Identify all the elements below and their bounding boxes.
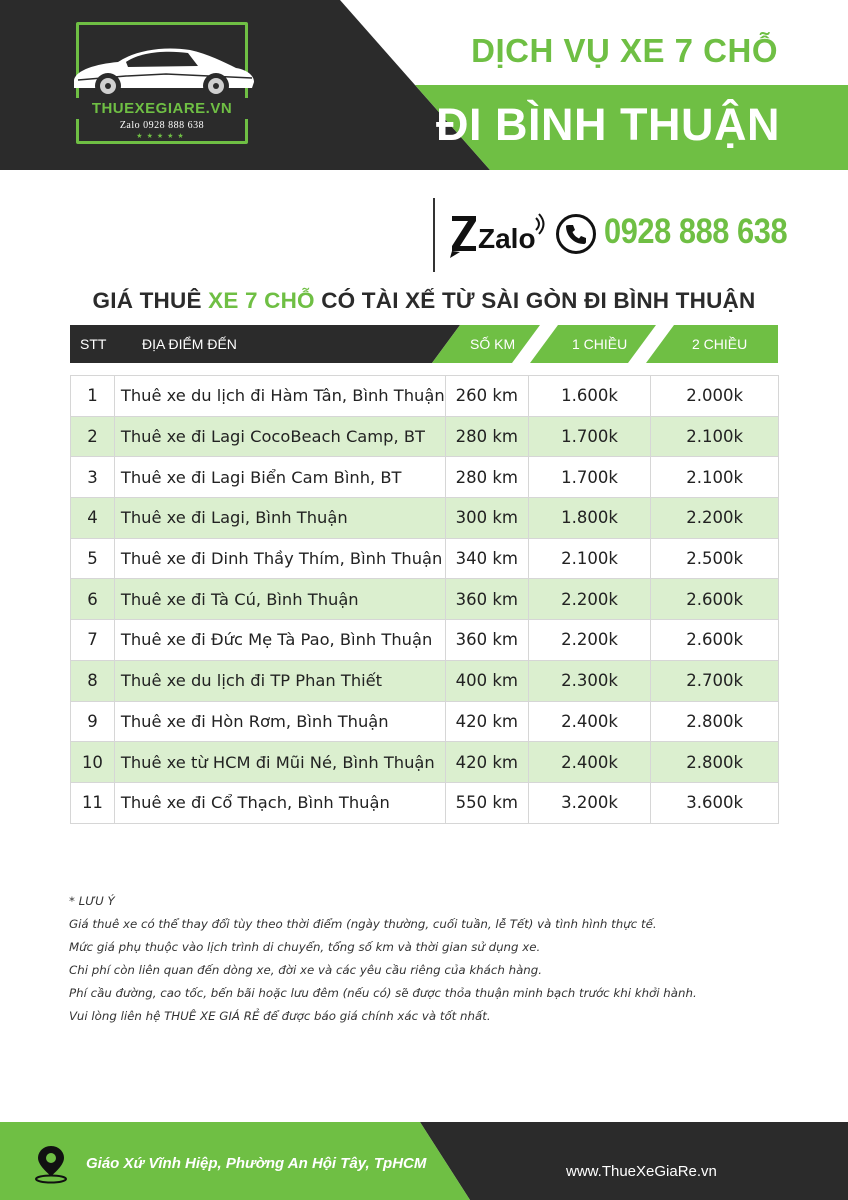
note-line: Chi phí còn liên quan đến dòng xe, đời xe và các yêu cầu riêng của khách hàng. — [69, 963, 543, 977]
row-destination: Thuê xe đi Lagi Biển Cam Bình, BT — [114, 457, 445, 498]
row-stt: 3 — [71, 457, 115, 498]
table-title-suffix: CÓ TÀI XẾ TỪ SÀI GÒN ĐI BÌNH THUẬN — [314, 288, 756, 313]
row-km: 550 km — [445, 782, 528, 823]
row-price-one-way: 2.400k — [528, 742, 651, 783]
table-row — [71, 701, 779, 742]
row-price-one-way: 1.600k — [528, 376, 651, 417]
header-km: SỐ KM — [470, 336, 516, 352]
row-km: 420 km — [445, 701, 528, 742]
zalo-icon[interactable] — [450, 212, 546, 258]
table-title — [70, 288, 778, 314]
row-km: 300 km — [445, 498, 528, 539]
location-pin-icon — [32, 1144, 70, 1184]
price-table — [70, 375, 779, 824]
row-price-one-way: 2.100k — [528, 538, 651, 579]
row-price-one-way: 1.800k — [528, 498, 651, 539]
logo-stars: ★★★★★ — [136, 132, 188, 140]
contact-divider — [433, 198, 435, 272]
row-destination: Thuê xe đi Hòn Rơm, Bình Thuận — [114, 701, 445, 742]
row-destination: Thuê xe từ HCM đi Mũi Né, Bình Thuận — [114, 742, 445, 783]
footer-website-link[interactable]: www.ThueXeGiaRe.vn — [566, 1163, 717, 1180]
row-stt: 7 — [71, 620, 115, 661]
table-row — [71, 538, 779, 579]
row-price-two-way: 2.100k — [651, 416, 779, 457]
row-km: 420 km — [445, 742, 528, 783]
row-price-one-way: 3.200k — [528, 782, 651, 823]
row-destination: Thuê xe đi Dinh Thầy Thím, Bình Thuận — [114, 538, 445, 579]
row-stt: 2 — [71, 416, 115, 457]
row-price-two-way: 2.700k — [651, 660, 779, 701]
row-destination: Thuê xe đi Lagi, Bình Thuận — [114, 498, 445, 539]
table-header-bar — [70, 325, 778, 363]
row-km: 400 km — [445, 660, 528, 701]
footer-address: Giáo Xứ Vĩnh Hiệp, Phường An Hội Tây, TpHCM — [86, 1155, 427, 1172]
row-km: 280 km — [445, 457, 528, 498]
table-row — [71, 742, 779, 783]
row-km: 360 km — [445, 620, 528, 661]
notes-section — [69, 890, 789, 1028]
table-row — [71, 579, 779, 620]
row-price-two-way: 2.800k — [651, 742, 779, 783]
note-line: Phí cầu đường, cao tốc, bến bãi hoặc lưu đêm (nếu có) sẽ được thỏa thuận minh bạch trước khi khởi hành. — [69, 986, 697, 1000]
row-km: 260 km — [445, 376, 528, 417]
phone-icon[interactable] — [556, 214, 596, 254]
row-destination: Thuê xe đi Cổ Thạch, Bình Thuận — [114, 782, 445, 823]
row-destination: Thuê xe đi Đức Mẹ Tà Pao, Bình Thuận — [114, 620, 445, 661]
logo-brand-text: THUEXEGIARE.VN — [62, 98, 262, 119]
row-price-two-way: 2.200k — [651, 498, 779, 539]
row-stt: 6 — [71, 579, 115, 620]
row-price-two-way: 2.500k — [651, 538, 779, 579]
row-stt: 1 — [71, 376, 115, 417]
header-destination: ĐỊA ĐIỂM ĐẾN — [142, 336, 237, 352]
header-stt: STT — [80, 336, 107, 352]
row-km: 340 km — [445, 538, 528, 579]
page-title-service: DỊCH VỤ XE 7 CHỖ — [471, 32, 778, 69]
phone-number[interactable]: 0928 888 638 — [604, 212, 788, 251]
row-km: 280 km — [445, 416, 528, 457]
sports-car-icon — [66, 36, 258, 102]
row-stt: 8 — [71, 660, 115, 701]
row-price-two-way: 2.800k — [651, 701, 779, 742]
page-title-destination: ĐI BÌNH THUẬN — [436, 99, 780, 150]
header-two-way: 2 CHIỀU — [692, 336, 748, 352]
row-km: 360 km — [445, 579, 528, 620]
table-title-prefix: GIÁ THUÊ — [92, 288, 209, 313]
table-row — [71, 782, 779, 823]
row-stt: 5 — [71, 538, 115, 579]
logo-phone-text: Zalo 0928 888 638 — [119, 120, 205, 131]
row-destination: Thuê xe du lịch đi TP Phan Thiết — [114, 660, 445, 701]
note-line: Giá thuê xe có thể thay đổi tùy theo thời điểm (ngày thường, cuối tuần, lễ Tết) và tình hình thực tế. — [69, 917, 657, 931]
row-price-two-way: 2.000k — [651, 376, 779, 417]
footer — [0, 1122, 848, 1200]
row-stt: 9 — [71, 701, 115, 742]
row-price-one-way: 2.200k — [528, 620, 651, 661]
note-line: Mức giá phụ thuộc vào lịch trình di chuyển, tổng số km và thời gian sử dụng xe. — [69, 940, 541, 954]
row-stt: 10 — [71, 742, 115, 783]
row-price-one-way: 2.300k — [528, 660, 651, 701]
table-row — [71, 457, 779, 498]
note-line: Vui lòng liên hệ THUÊ XE GIÁ RẺ để được báo giá chính xác và tốt nhất. — [69, 1009, 491, 1023]
table-title-highlight: XE 7 CHỖ — [208, 288, 315, 313]
zalo-label: Zalo — [478, 223, 536, 254]
row-destination: Thuê xe đi Lagi CocoBeach Camp, BT — [114, 416, 445, 457]
table-row — [71, 620, 779, 661]
row-price-two-way: 2.100k — [651, 457, 779, 498]
row-price-one-way: 2.200k — [528, 579, 651, 620]
row-price-one-way: 2.400k — [528, 701, 651, 742]
row-price-two-way: 2.600k — [651, 579, 779, 620]
row-destination: Thuê xe đi Tà Cú, Bình Thuận — [114, 579, 445, 620]
table-row — [71, 660, 779, 701]
row-price-two-way: 2.600k — [651, 620, 779, 661]
row-stt: 4 — [71, 498, 115, 539]
row-stt: 11 — [71, 782, 115, 823]
header — [0, 0, 848, 170]
table-row — [71, 416, 779, 457]
brand-logo[interactable] — [62, 22, 262, 152]
row-price-one-way: 1.700k — [528, 457, 651, 498]
table-row — [71, 376, 779, 417]
table-row — [71, 498, 779, 539]
row-price-two-way: 3.600k — [651, 782, 779, 823]
notes-heading: * LƯU Ý — [69, 894, 115, 908]
row-destination: Thuê xe du lịch đi Hàm Tân, Bình Thuận — [114, 376, 445, 417]
header-one-way: 1 CHIỀU — [572, 336, 628, 352]
row-price-one-way: 1.700k — [528, 416, 651, 457]
